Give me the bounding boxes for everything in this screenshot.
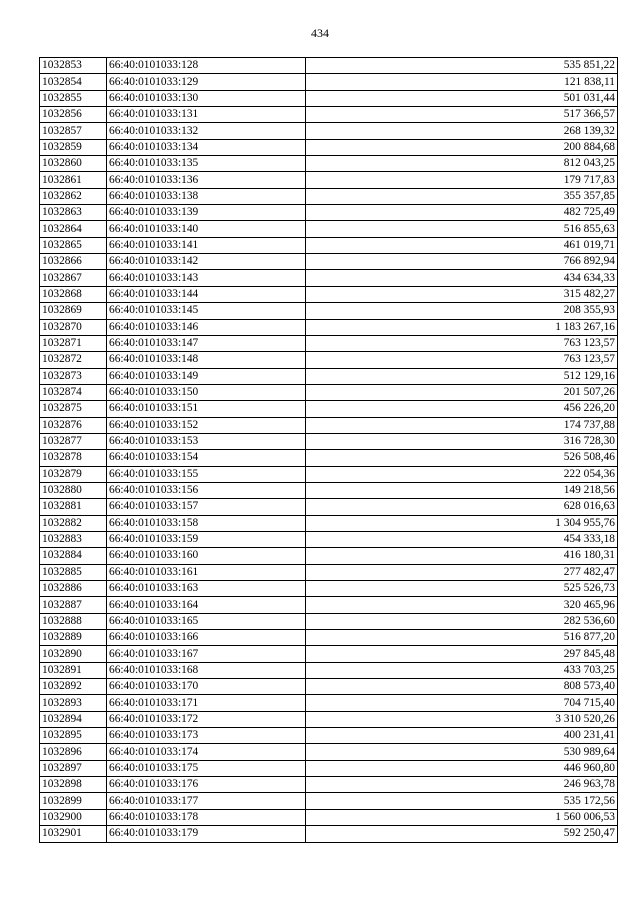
row-number-cell: 1032899: [40, 793, 107, 809]
row-number-cell: 1032881: [40, 499, 107, 515]
table-row: [40, 531, 618, 547]
row-number-cell: 1032895: [40, 728, 107, 744]
cadastral-value-cell: 416 180,31: [306, 548, 618, 564]
cadastral-number-cell: 66:40:0101033:164: [107, 597, 306, 613]
row-number-cell: 1032863: [40, 205, 107, 221]
cadastral-value-cell: 526 508,46: [306, 450, 618, 466]
cadastral-value-cell: 3 310 520,26: [306, 711, 618, 727]
row-number-cell: 1032869: [40, 303, 107, 319]
cadastral-number-cell: 66:40:0101033:174: [107, 744, 306, 760]
row-number-cell: 1032864: [40, 221, 107, 237]
table-row: [40, 662, 618, 678]
table-row: [40, 777, 618, 793]
cadastral-value-cell: 763 123,57: [306, 352, 618, 368]
cadastral-value-cell: 1 183 267,16: [306, 319, 618, 335]
table-row: [40, 156, 618, 172]
cadastral-number-cell: 66:40:0101033:171: [107, 695, 306, 711]
row-number-cell: 1032887: [40, 597, 107, 613]
cadastral-number-cell: 66:40:0101033:170: [107, 679, 306, 695]
cadastral-number-cell: 66:40:0101033:150: [107, 384, 306, 400]
cadastral-value-cell: 512 129,16: [306, 368, 618, 384]
cadastral-number-cell: 66:40:0101033:153: [107, 433, 306, 449]
table-row: [40, 335, 618, 351]
cadastral-number-cell: 66:40:0101033:167: [107, 646, 306, 662]
cadastral-number-cell: 66:40:0101033:154: [107, 450, 306, 466]
row-number-cell: 1032870: [40, 319, 107, 335]
row-number-cell: 1032890: [40, 646, 107, 662]
cadastral-value-cell: 268 139,32: [306, 123, 618, 139]
row-number-cell: 1032882: [40, 515, 107, 531]
cadastral-value-cell: 446 960,80: [306, 760, 618, 776]
cadastral-value-cell: 454 333,18: [306, 531, 618, 547]
cadastral-value-cell: 517 366,57: [306, 107, 618, 123]
table-row: [40, 368, 618, 384]
cadastral-number-cell: 66:40:0101033:149: [107, 368, 306, 384]
table-row: [40, 515, 618, 531]
cadastral-value-cell: 200 884,68: [306, 139, 618, 155]
cadastral-number-cell: 66:40:0101033:165: [107, 613, 306, 629]
table-row: [40, 630, 618, 646]
row-number-cell: 1032862: [40, 188, 107, 204]
cadastral-number-cell: 66:40:0101033:152: [107, 417, 306, 433]
cadastral-number-cell: 66:40:0101033:161: [107, 564, 306, 580]
row-number-cell: 1032871: [40, 335, 107, 351]
cadastral-value-cell: 208 355,93: [306, 303, 618, 319]
cadastral-value-cell: 121 838,11: [306, 74, 618, 90]
cadastral-value-cell: 400 231,41: [306, 728, 618, 744]
row-number-cell: 1032872: [40, 352, 107, 368]
row-number-cell: 1032878: [40, 450, 107, 466]
cadastral-number-cell: 66:40:0101033:156: [107, 482, 306, 498]
cadastral-number-cell: 66:40:0101033:132: [107, 123, 306, 139]
row-number-cell: 1032884: [40, 548, 107, 564]
cadastral-number-cell: 66:40:0101033:148: [107, 352, 306, 368]
cadastral-value-cell: 763 123,57: [306, 335, 618, 351]
cadastral-value-cell: 1 560 006,53: [306, 809, 618, 825]
table-row: [40, 728, 618, 744]
cadastral-value-cell: 277 482,47: [306, 564, 618, 580]
cadastral-value-cell: 535 851,22: [306, 58, 618, 74]
row-number-cell: 1032854: [40, 74, 107, 90]
row-number-cell: 1032898: [40, 777, 107, 793]
table-row: [40, 760, 618, 776]
table-row: [40, 548, 618, 564]
cadastral-number-cell: 66:40:0101033:128: [107, 58, 306, 74]
table-row: [40, 450, 618, 466]
row-number-cell: 1032866: [40, 254, 107, 270]
cadastral-value-cell: 525 526,73: [306, 581, 618, 597]
cadastral-number-cell: 66:40:0101033:130: [107, 90, 306, 106]
cadastral-value-cell: 201 507,26: [306, 384, 618, 400]
cadastral-value-cell: 282 536,60: [306, 613, 618, 629]
cadastral-value-cell: 812 043,25: [306, 156, 618, 172]
table-row: [40, 826, 618, 842]
row-number-cell: 1032897: [40, 760, 107, 776]
table-row: [40, 172, 618, 188]
cadastral-number-cell: 66:40:0101033:168: [107, 662, 306, 678]
cadastral-number-cell: 66:40:0101033:178: [107, 809, 306, 825]
cadastral-number-cell: 66:40:0101033:129: [107, 74, 306, 90]
table-row: [40, 597, 618, 613]
cadastral-value-cell: 222 054,36: [306, 466, 618, 482]
cadastral-value-cell: 315 482,27: [306, 286, 618, 302]
row-number-cell: 1032855: [40, 90, 107, 106]
cadastral-number-cell: 66:40:0101033:141: [107, 237, 306, 253]
cadastral-value-cell: 320 465,96: [306, 597, 618, 613]
row-number-cell: 1032856: [40, 107, 107, 123]
row-number-cell: 1032901: [40, 826, 107, 842]
cadastral-number-cell: 66:40:0101033:145: [107, 303, 306, 319]
cadastral-number-cell: 66:40:0101033:166: [107, 630, 306, 646]
cadastral-number-cell: 66:40:0101033:131: [107, 107, 306, 123]
row-number-cell: 1032879: [40, 466, 107, 482]
table-row: [40, 793, 618, 809]
table-row: [40, 270, 618, 286]
cadastral-value-table: [39, 57, 618, 843]
cadastral-value-cell: 808 573,40: [306, 679, 618, 695]
cadastral-value-cell: 246 963,78: [306, 777, 618, 793]
cadastral-number-cell: 66:40:0101033:151: [107, 401, 306, 417]
page-number: 434: [311, 26, 329, 40]
table-row: [40, 286, 618, 302]
row-number-cell: 1032883: [40, 531, 107, 547]
cadastral-number-cell: 66:40:0101033:173: [107, 728, 306, 744]
cadastral-number-cell: 66:40:0101033:139: [107, 205, 306, 221]
row-number-cell: 1032893: [40, 695, 107, 711]
table-row: [40, 303, 618, 319]
row-number-cell: 1032891: [40, 662, 107, 678]
table-row: [40, 107, 618, 123]
cadastral-value-cell: 516 855,63: [306, 221, 618, 237]
cadastral-number-cell: 66:40:0101033:158: [107, 515, 306, 531]
cadastral-number-cell: 66:40:0101033:146: [107, 319, 306, 335]
row-number-cell: 1032889: [40, 630, 107, 646]
table-row: [40, 123, 618, 139]
table-row: [40, 139, 618, 155]
row-number-cell: 1032853: [40, 58, 107, 74]
table-row: [40, 809, 618, 825]
table-row: [40, 74, 618, 90]
row-number-cell: 1032875: [40, 401, 107, 417]
table-row: [40, 401, 618, 417]
cadastral-value-cell: 704 715,40: [306, 695, 618, 711]
table-row: [40, 499, 618, 515]
row-number-cell: 1032894: [40, 711, 107, 727]
table-row: [40, 90, 618, 106]
cadastral-number-cell: 66:40:0101033:177: [107, 793, 306, 809]
row-number-cell: 1032900: [40, 809, 107, 825]
cadastral-value-cell: 297 845,48: [306, 646, 618, 662]
cadastral-value-cell: 433 703,25: [306, 662, 618, 678]
table-row: [40, 613, 618, 629]
cadastral-number-cell: 66:40:0101033:134: [107, 139, 306, 155]
table-body: [40, 58, 618, 843]
cadastral-number-cell: 66:40:0101033:172: [107, 711, 306, 727]
cadastral-number-cell: 66:40:0101033:147: [107, 335, 306, 351]
cadastral-value-cell: 179 717,83: [306, 172, 618, 188]
row-number-cell: 1032861: [40, 172, 107, 188]
table-row: [40, 188, 618, 204]
table-row: [40, 646, 618, 662]
table-row: [40, 205, 618, 221]
row-number-cell: 1032874: [40, 384, 107, 400]
table-row: [40, 695, 618, 711]
table-row: [40, 564, 618, 580]
cadastral-number-cell: 66:40:0101033:140: [107, 221, 306, 237]
cadastral-value-cell: 766 892,94: [306, 254, 618, 270]
table-row: [40, 744, 618, 760]
table-row: [40, 352, 618, 368]
cadastral-value-cell: 1 304 955,76: [306, 515, 618, 531]
table-row: [40, 711, 618, 727]
row-number-cell: 1032873: [40, 368, 107, 384]
cadastral-value-cell: 461 019,71: [306, 237, 618, 253]
cadastral-value-cell: 516 877,20: [306, 630, 618, 646]
cadastral-value-cell: 316 728,30: [306, 433, 618, 449]
row-number-cell: 1032876: [40, 417, 107, 433]
cadastral-number-cell: 66:40:0101033:135: [107, 156, 306, 172]
row-number-cell: 1032888: [40, 613, 107, 629]
cadastral-number-cell: 66:40:0101033:176: [107, 777, 306, 793]
table-row: [40, 679, 618, 695]
row-number-cell: 1032886: [40, 581, 107, 597]
cadastral-value-cell: 482 725,49: [306, 205, 618, 221]
cadastral-number-cell: 66:40:0101033:160: [107, 548, 306, 564]
table-row: [40, 482, 618, 498]
table-row: [40, 254, 618, 270]
row-number-cell: 1032868: [40, 286, 107, 302]
row-number-cell: 1032885: [40, 564, 107, 580]
cadastral-number-cell: 66:40:0101033:155: [107, 466, 306, 482]
cadastral-number-cell: 66:40:0101033:142: [107, 254, 306, 270]
cadastral-value-cell: 355 357,85: [306, 188, 618, 204]
cadastral-number-cell: 66:40:0101033:175: [107, 760, 306, 776]
cadastral-value-cell: 628 016,63: [306, 499, 618, 515]
table-row: [40, 319, 618, 335]
row-number-cell: 1032859: [40, 139, 107, 155]
table-row: [40, 433, 618, 449]
cadastral-value-cell: 530 989,64: [306, 744, 618, 760]
cadastral-value-cell: 535 172,56: [306, 793, 618, 809]
cadastral-value-cell: 592 250,47: [306, 826, 618, 842]
table-row: [40, 466, 618, 482]
table-row: [40, 58, 618, 74]
table-row: [40, 581, 618, 597]
row-number-cell: 1032860: [40, 156, 107, 172]
row-number-cell: 1032892: [40, 679, 107, 695]
row-number-cell: 1032865: [40, 237, 107, 253]
cadastral-number-cell: 66:40:0101033:138: [107, 188, 306, 204]
cadastral-number-cell: 66:40:0101033:159: [107, 531, 306, 547]
cadastral-value-cell: 456 226,20: [306, 401, 618, 417]
cadastral-number-cell: 66:40:0101033:136: [107, 172, 306, 188]
cadastral-value-cell: 174 737,88: [306, 417, 618, 433]
cadastral-number-cell: 66:40:0101033:163: [107, 581, 306, 597]
table-row: [40, 384, 618, 400]
cadastral-value-cell: 149 218,56: [306, 482, 618, 498]
table-row: [40, 417, 618, 433]
cadastral-value-cell: 501 031,44: [306, 90, 618, 106]
cadastral-number-cell: 66:40:0101033:179: [107, 826, 306, 842]
cadastral-number-cell: 66:40:0101033:157: [107, 499, 306, 515]
cadastral-number-cell: 66:40:0101033:143: [107, 270, 306, 286]
table-row: [40, 221, 618, 237]
row-number-cell: 1032867: [40, 270, 107, 286]
row-number-cell: 1032880: [40, 482, 107, 498]
row-number-cell: 1032877: [40, 433, 107, 449]
table-row: [40, 237, 618, 253]
cadastral-value-cell: 434 634,33: [306, 270, 618, 286]
row-number-cell: 1032857: [40, 123, 107, 139]
row-number-cell: 1032896: [40, 744, 107, 760]
cadastral-number-cell: 66:40:0101033:144: [107, 286, 306, 302]
